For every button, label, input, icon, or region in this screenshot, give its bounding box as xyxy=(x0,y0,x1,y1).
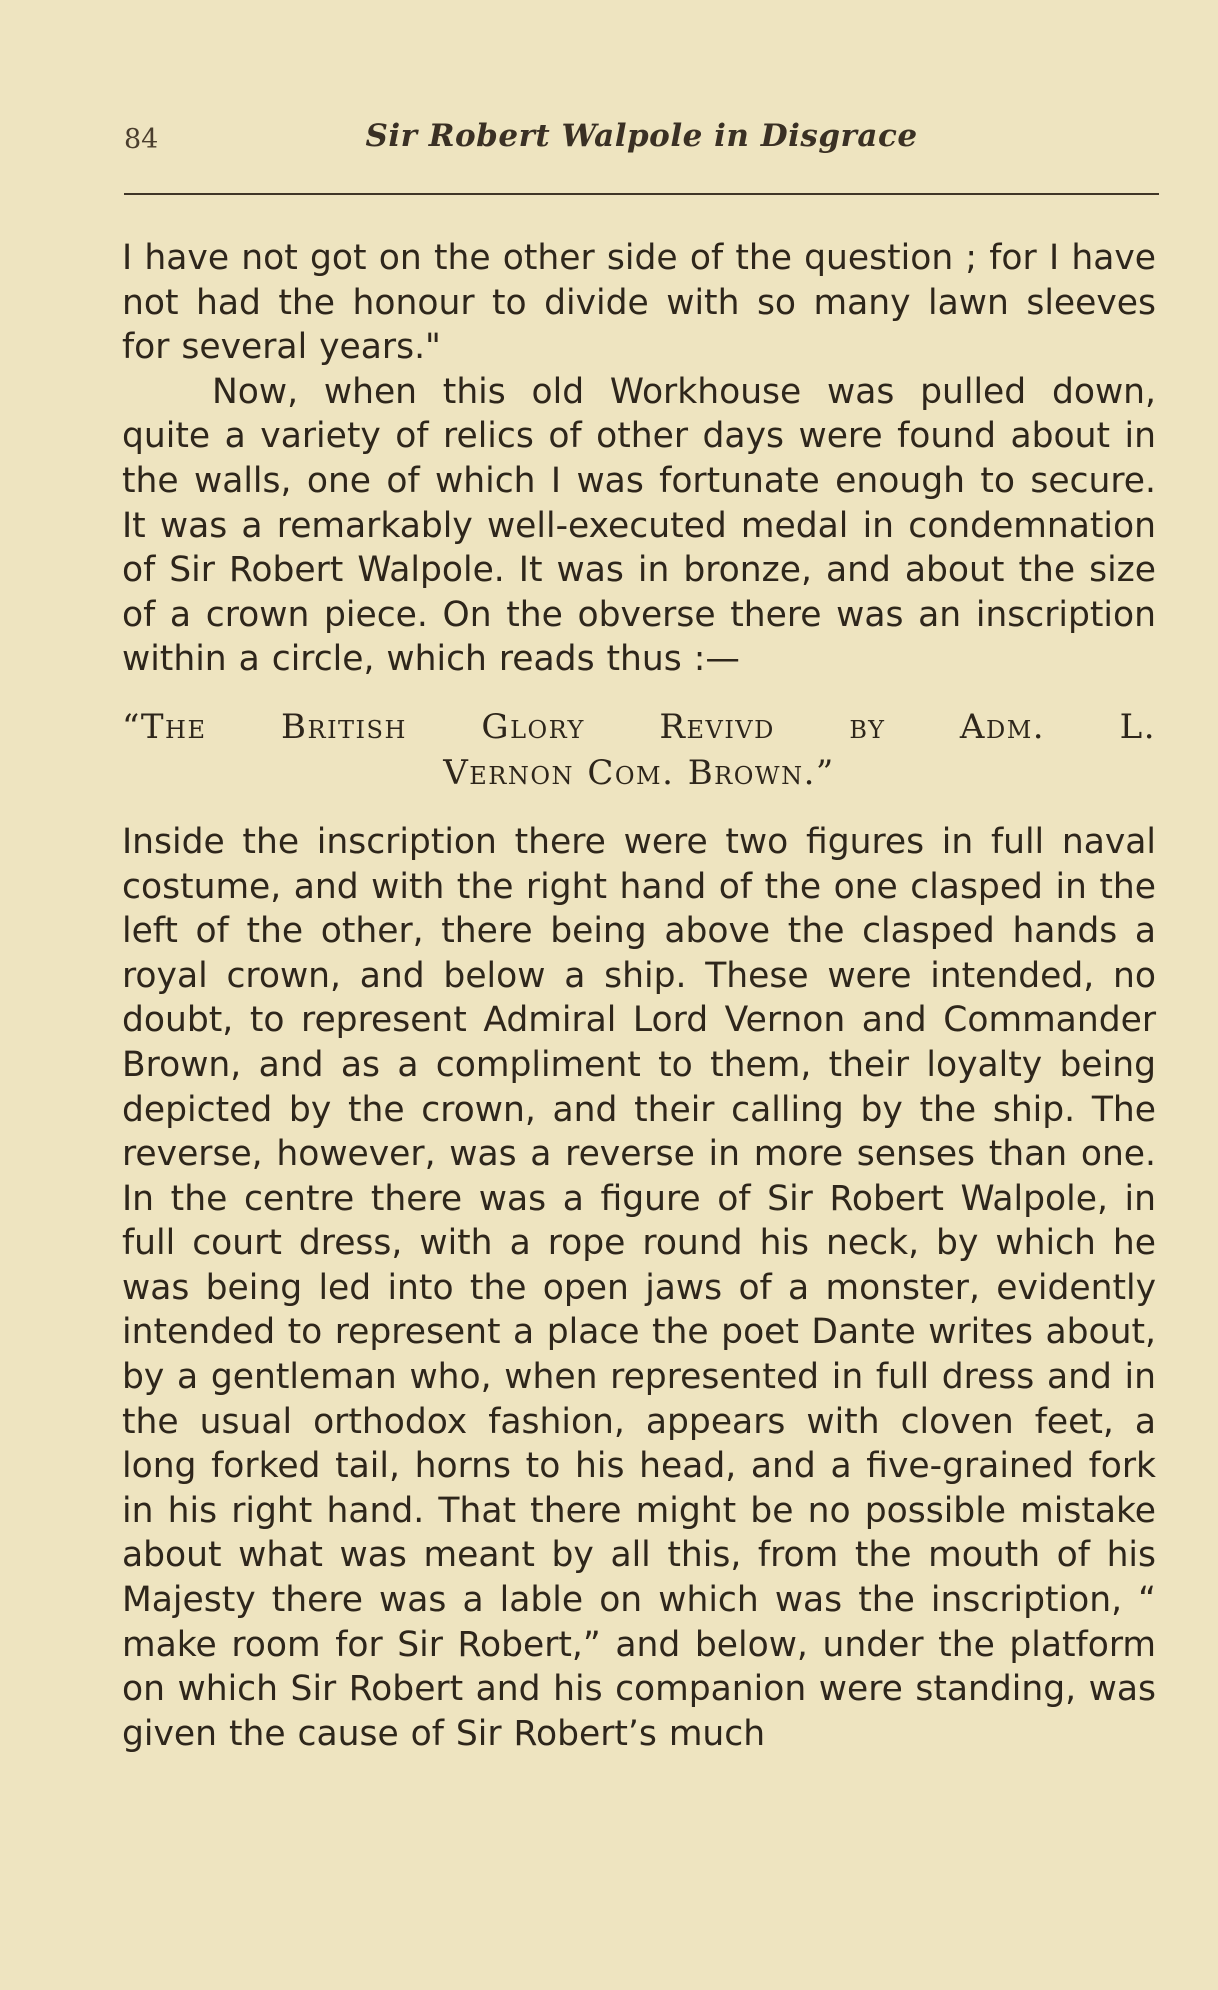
paragraph-2: Now, when this old Workhouse was pulled down, quite a variety of relics of other days were found about in the walls, one of which I was fortunate enough to secure. It was a remarkably well-executed medal in condemnation of Sir Robert Walpole. It was in bronze, and about the size of a crown piece. On the obverse there was an inscription within a circle, which reads thus :— xyxy=(122,371,1156,680)
header-rule xyxy=(124,193,1159,195)
paragraph-1: I have not got on the other side of the question ; for I have not had the honour to divide with so many lawn sleeves for several years." xyxy=(122,238,1156,368)
medal-inscription xyxy=(122,704,1156,796)
page-header xyxy=(124,118,1159,168)
body-text xyxy=(122,236,1156,1756)
page-number: 84 xyxy=(124,124,159,155)
inscription-line-1: “The British Glory Revivd by Adm. L. xyxy=(122,706,1156,747)
inscription-line-2: Vernon Com. Brown.” xyxy=(443,752,835,793)
running-title: Sir Robert Walpole in Disgrace xyxy=(365,118,918,154)
paragraph-3: Inside the inscription there were two figures in full naval costume, and with the right hand of the one clasped in the left of the other, there being above the clasped hands a royal crown, and below a ship. These were intended, no doubt, to represent Admiral Lord Vernon and Commander Brown, and as a compliment to them, their loyalty being depicted by the crown, and their calling by the ship. The reverse, however, was a reverse in more senses than one. In the centre there was a figure of Sir Robert Walpole, in full court dress, with a rope round his neck, by which he was being led into the open jaws of a monster, evidently intended to represent a place the poet Dante writes about, by a gentleman who, when represented in full dress and in the usual orthodox fashion, appears with cloven feet, a long forked tail, horns to his head, and a five-grained fork in his right hand. That there might be no possible mistake about what was meant by all this, from the mouth of his Majesty there was a lable on which was the inscription, “ make room for Sir Robert,” and below, under the platform on which Sir Robert and his companion were standing, was given the cause of Sir Robert’s much xyxy=(122,821,1156,1754)
